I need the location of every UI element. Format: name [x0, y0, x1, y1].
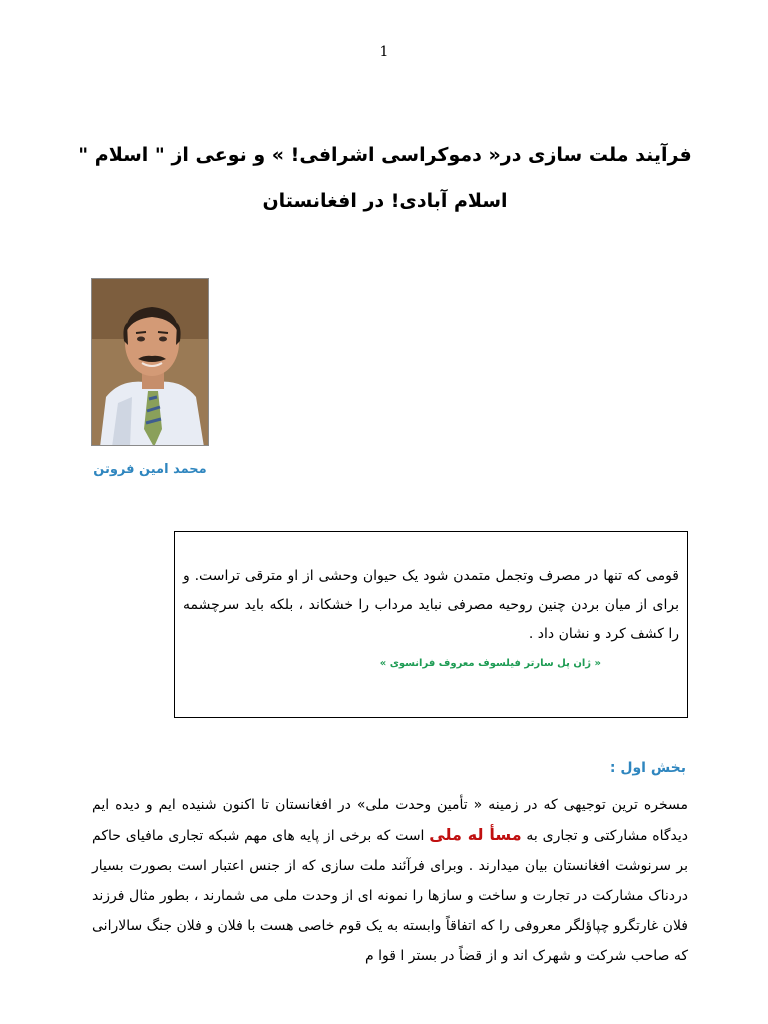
section-heading: بخش اول :	[609, 760, 686, 776]
quote-source: « ژان پل سارتر فیلسوف معروف فرانسوی »	[379, 658, 601, 669]
author-name: محمد امین فروتن	[93, 462, 207, 477]
quote-text: قومی که تنها در مصرف وتجمل متمدن شود یک حیوان وحشی از او مترقی تراست. و برای از میان بردن چنین روحیه مصرفی نباید مرداب را خشکاند ، بلکه باید سرچشمه را کشف کرد و نشان داد .	[183, 568, 679, 642]
author-portrait-image	[92, 279, 209, 446]
quote-box	[174, 531, 688, 718]
body-text-part2: است که برخی از پایه های مهم شبکه تجاری مافیای حاکم بر سرنوشت افغانستان بیان میدارند . وبرای فرآئند ملت سازی که از جنس اعتبار است بصورت بسیار دردناک مشارکت در تجارت و ساخت و سازها را نمونه ای از وحدت ملی می شمارند ، بطور مثال فرزند فلان غارتگرو چپاؤلگر معروفی را که اتفاقاً وابسته به یک قوم خاصی هست با فلان و فلان جنگ سالارانی که صاحب شرکت و شهرک اند و از قضاً در بستر ا قوا م	[92, 828, 688, 964]
highlighted-term: مسأ له ملی	[429, 825, 522, 844]
page-number: 1	[379, 44, 389, 60]
author-photo	[91, 278, 209, 446]
article-title: فرآیند ملت سازی در« دموکراسی اشرافی! » و نوعی از " اسلام " اسلام آبادی! در افغانستان	[78, 144, 692, 212]
body-text-part1: مسخره ترین توجیهی که در زمینه « تأمین وحدت ملی» در افغانستان تا اکنون شنیده ایم و دیده ایم دیدگاه مشارکتی و تجاری به	[92, 797, 689, 844]
body-paragraph	[92, 790, 688, 971]
